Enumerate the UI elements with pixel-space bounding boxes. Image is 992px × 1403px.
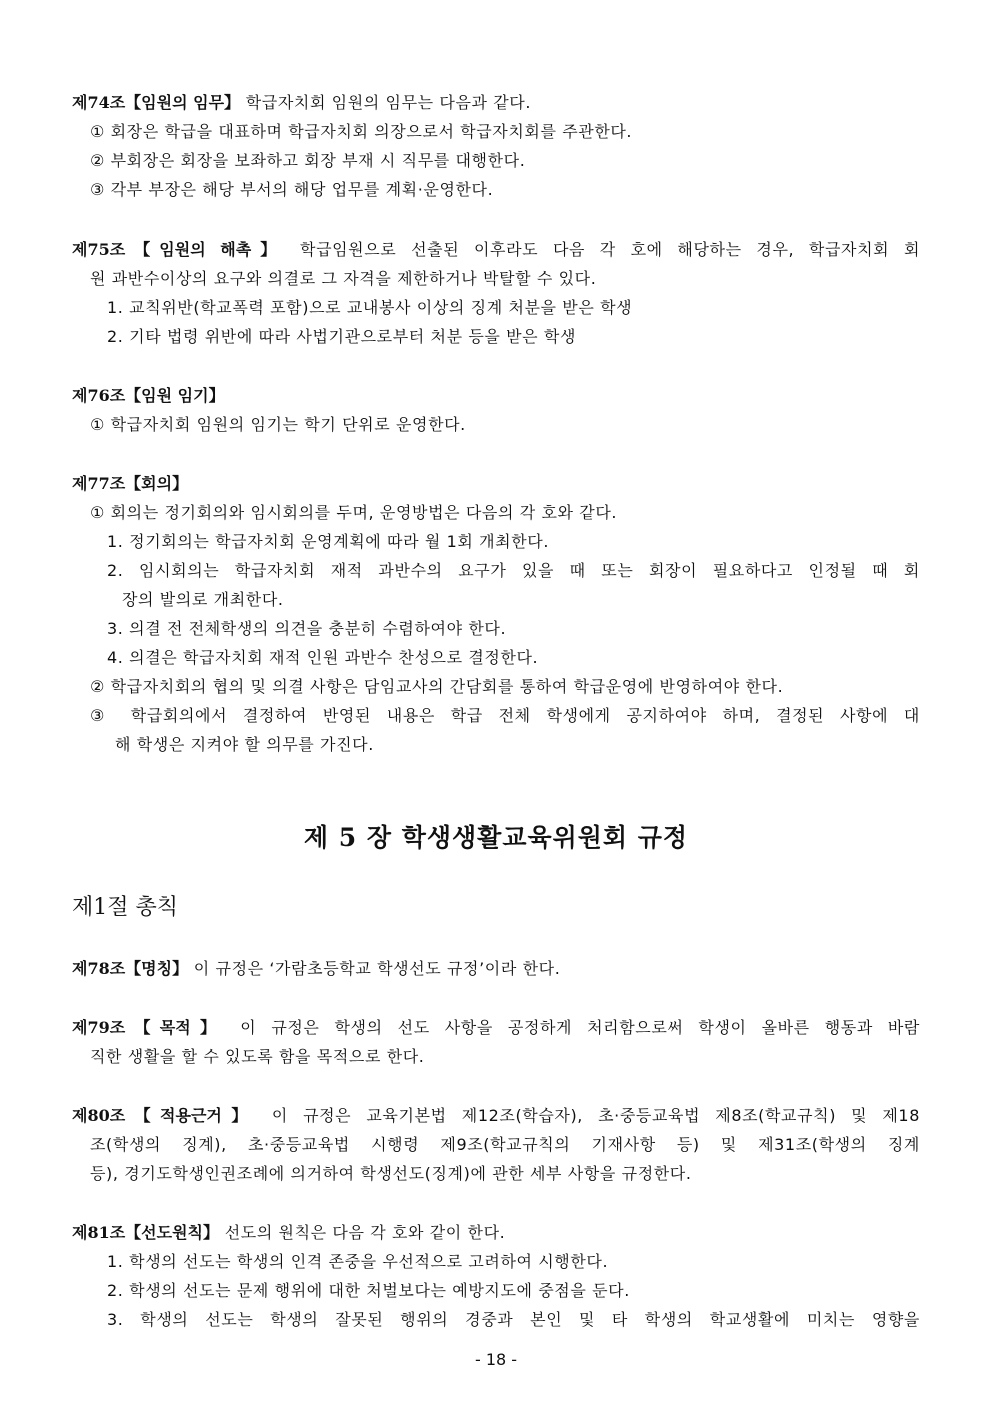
article-81-item-1: 1. 학생의 선도는 학생의 인격 존중을 우선적으로 고려하여 시행한다. xyxy=(107,1252,609,1271)
article-78-heading: 제78조【명칭】 xyxy=(72,959,189,978)
article-76 xyxy=(72,385,920,407)
article-81-heading: 제81조【선도원칙】 xyxy=(72,1223,220,1242)
article-79-heading: 제79조【목적】 xyxy=(72,1018,226,1037)
article-77-heading: 제77조【회의】 xyxy=(72,474,189,493)
article-77-paragraph-3: ③ 학급회의에서 결정하여 반영된 내용은 학급 전체 학생에게 공지하여야 하며, 결정된 사항에 대 xyxy=(90,706,920,725)
article-74-item-2: ② 부회장은 회장을 보좌하고 회장 부재 시 직무를 대행한다. xyxy=(90,151,526,170)
article-75-item-2: 2. 기타 법령 위반에 따라 사법기관으로부터 처분 등을 받은 학생 xyxy=(107,327,577,346)
article-77-paragraph-2: ② 학급자치회의 협의 및 의결 사항은 담임교사의 간담회를 통하여 학급운영에 반영하여야 한다. xyxy=(90,677,784,696)
article-74-item-1: ① 회장은 학급을 대표하며 학급자치회 의장으로서 학급자치회를 주관한다. xyxy=(90,122,633,141)
article-77-sub-1: 1. 정기회의는 학급자치회 운영계획에 따라 월 1회 개최한다. xyxy=(107,532,550,551)
article-77-paragraph-1: ① 회의는 정기회의와 임시회의를 두며, 운영방법은 다음의 각 호와 같다. xyxy=(90,503,618,522)
chapter-title: 제 5 장 학생생활교육위원회 규정 xyxy=(303,823,689,852)
article-81 xyxy=(72,1222,920,1244)
article-80-text-line-3: 등), 경기도학생인권조례에 의거하여 학생선도(징계)에 관한 세부 사항을 규정한다. xyxy=(90,1164,692,1183)
article-75-item-1: 1. 교칙위반(학교폭력 포함)으로 교내봉사 이상의 징계 처분을 받은 학생 xyxy=(107,298,633,317)
article-78-text: 이 규정은 ‘가람초등학교 학생선도 규정’이라 한다. xyxy=(188,959,561,978)
article-80-text-line-1: 이 규정은 교육기본법 제12조(학습자), 초·중등교육법 제8조(학교규칙) 및 제18 xyxy=(256,1106,920,1125)
article-80-heading: 제80조【적용근거】 xyxy=(72,1106,257,1125)
section-title: 제1절 총칙 xyxy=(72,895,178,920)
article-75-text-line-2: 원 과반수이상의 요구와 의결로 그 자격을 제한하거나 박탈할 수 있다. xyxy=(90,269,597,288)
article-76-item-1: ① 학급자치회 임원의 임기는 학기 단위로 운영한다. xyxy=(90,415,466,434)
article-79-text-line-1: 이 규정은 학생의 선도 사항을 공정하게 처리함으로써 학생이 올바른 행동과 바람 xyxy=(225,1018,920,1037)
article-74 xyxy=(72,92,920,114)
article-81-item-3: 3. 학생의 선도는 학생의 잘못된 행위의 경중과 본인 및 타 학생의 학교생활에 미치는 영향을 xyxy=(107,1310,920,1329)
article-75 xyxy=(72,239,920,261)
article-77-paragraph-3-cont: 해 학생은 지켜야 할 의무를 가진다. xyxy=(115,735,374,754)
article-77-sub-2-cont: 장의 발의로 개최한다. xyxy=(122,590,284,609)
article-74-text: 학급자치회 임원의 임무는 다음과 같다. xyxy=(240,93,532,112)
article-80-text-line-2: 조(학생의 징계), 초·중등교육법 시행령 제9조(학교규칙의 기재사항 등) 및 제31조(학생의 징계 xyxy=(90,1135,920,1154)
article-79-text-line-2: 직한 생활을 할 수 있도록 함을 목적으로 한다. xyxy=(90,1047,425,1066)
article-77 xyxy=(72,473,920,495)
article-81-item-2: 2. 학생의 선도는 문제 행위에 대한 처벌보다는 예방지도에 중점을 둔다. xyxy=(107,1281,630,1300)
article-74-item-3: ③ 각부 부장은 해당 부서의 해당 업무를 계획·운영한다. xyxy=(90,180,494,199)
article-81-text: 선도의 원칙은 다음 각 호와 같이 한다. xyxy=(219,1223,506,1242)
article-77-sub-4: 4. 의결은 학급자치회 재적 인원 과반수 찬성으로 결정한다. xyxy=(107,648,539,667)
article-77-sub-2: 2. 임시회의는 학급자치회 재적 과반수의 요구가 있을 때 또는 회장이 필요하다고 인정될 때 회 xyxy=(107,561,920,580)
article-80 xyxy=(72,1105,920,1127)
article-77-sub-3: 3. 의결 전 전체학생의 의견을 충분히 수렴하여야 한다. xyxy=(107,619,507,638)
article-78 xyxy=(72,958,920,980)
article-79 xyxy=(72,1017,920,1039)
article-75-text-line-1: 학급임원으로 선출된 이후라도 다음 각 호에 해당하는 경우, 학급자치회 회 xyxy=(285,240,920,259)
article-76-heading: 제76조【임원 임기】 xyxy=(72,386,225,405)
article-74-heading: 제74조【임원의 임무】 xyxy=(72,93,241,112)
page-number: - 18 - xyxy=(474,1350,518,1369)
article-75-heading: 제75조【임원의 해촉】 xyxy=(72,240,286,259)
